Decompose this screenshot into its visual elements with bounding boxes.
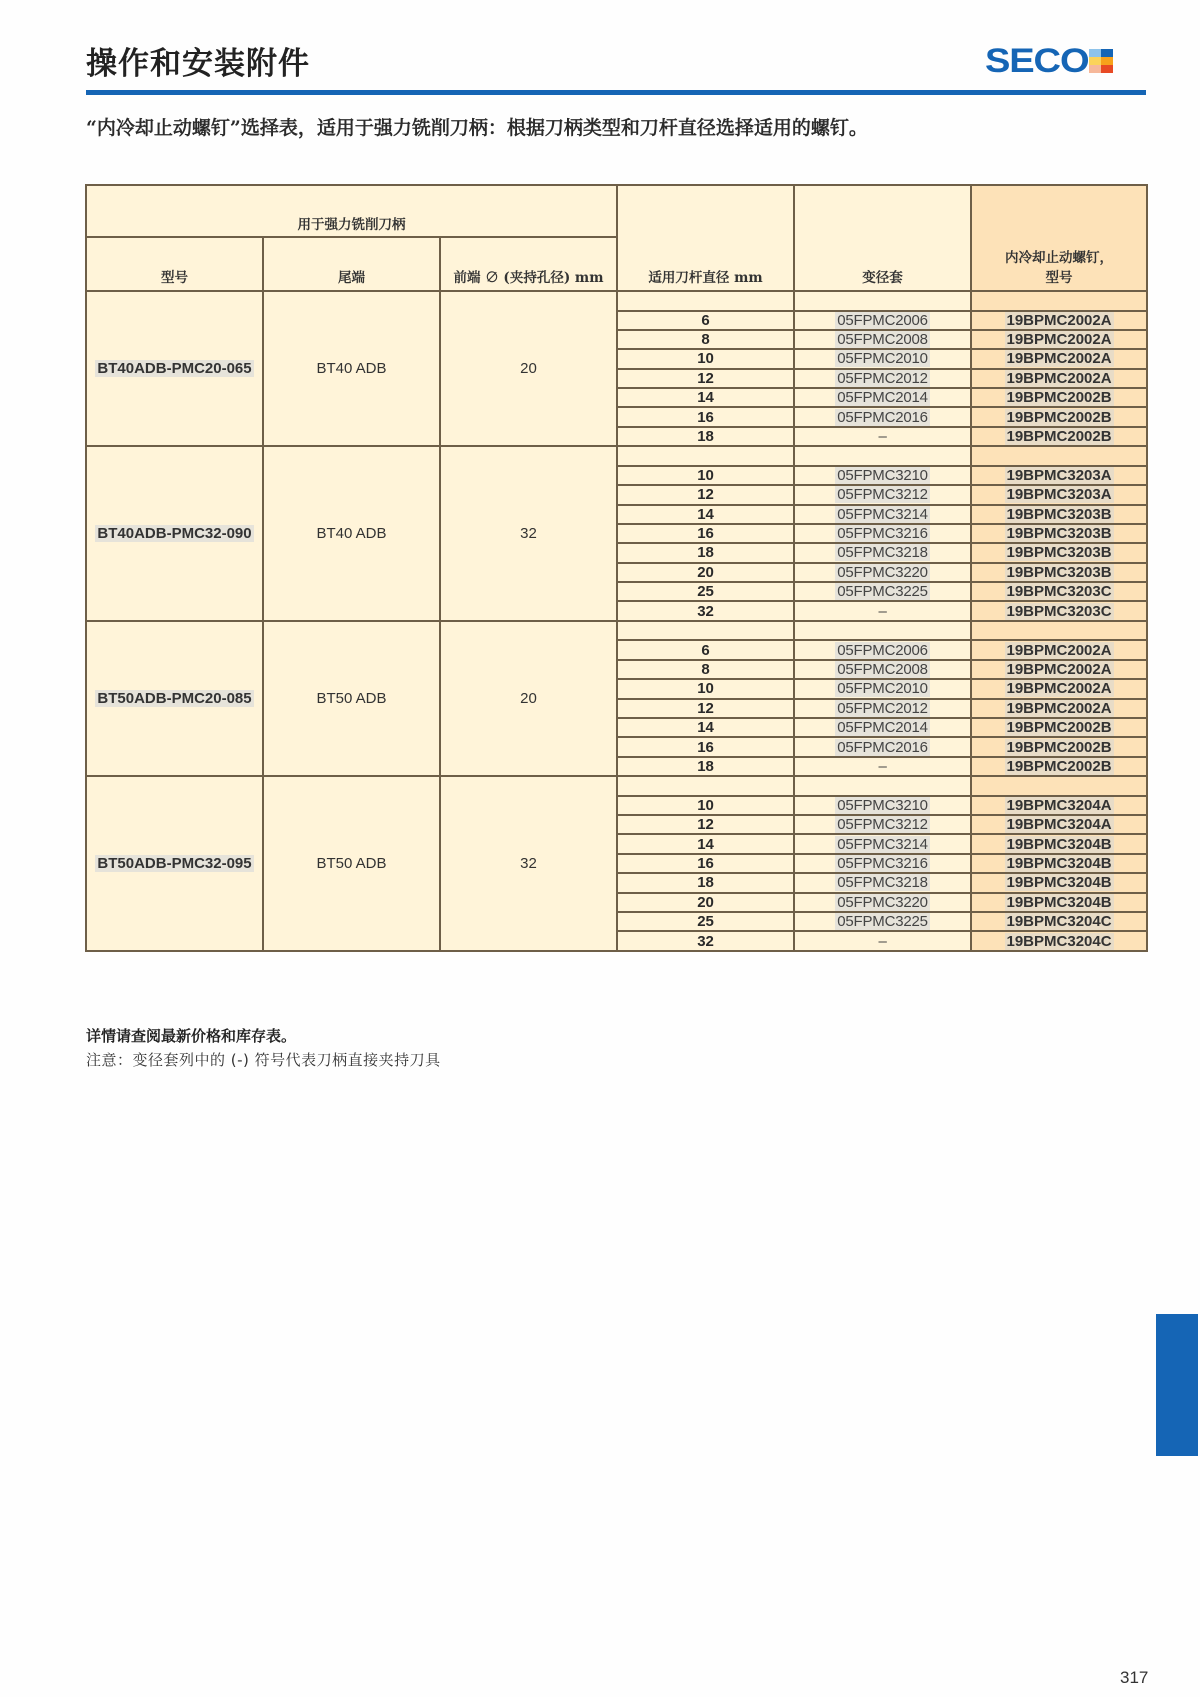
adapter-code: 05FPMC3210 [837, 796, 928, 814]
screw-code: 19BPMC2002A [1006, 680, 1112, 698]
adapter-sleeve [794, 834, 971, 853]
shank-diameter: 12 [617, 369, 794, 388]
coolant-stop-screw [971, 466, 1147, 485]
adapter-code: 05FPMC3214 [837, 835, 928, 853]
adapter-sleeve [794, 660, 971, 679]
coolant-stop-screw [971, 505, 1147, 524]
shank-diameter: 32 [617, 931, 794, 950]
coolant-stop-screw [971, 640, 1147, 659]
table-body [86, 291, 1147, 951]
adapter-code: 05FPMC3212 [837, 486, 928, 504]
holder-model-code: BT40ADB-PMC32-090 [97, 525, 252, 543]
coolant-stop-screw [971, 757, 1147, 776]
shank-diameter: 12 [617, 485, 794, 504]
spacer-cell [794, 446, 971, 466]
spacer-cell [617, 291, 794, 311]
screw-code: 19BPMC3203C [1006, 583, 1112, 601]
coolant-stop-screw [971, 893, 1147, 912]
adapter-sleeve [794, 873, 971, 892]
adapter-code: 05FPMC3220 [837, 893, 928, 911]
holder-front-dia: 32 [440, 446, 617, 621]
shank-diameter: 16 [617, 737, 794, 756]
coolant-stop-screw [971, 369, 1147, 388]
adapter-code: 05FPMC2012 [837, 369, 928, 387]
coolant-stop-screw [971, 873, 1147, 892]
adapter-sleeve [794, 563, 971, 582]
adapter-code: 05FPMC3214 [837, 505, 928, 523]
shank-diameter: 14 [617, 718, 794, 737]
adapter-sleeve [794, 640, 971, 659]
coolant-stop-screw [971, 601, 1147, 620]
seco-logo [985, 41, 1113, 80]
holder-model [86, 776, 263, 951]
adapter-code: 05FPMC3225 [837, 913, 928, 931]
shank-diameter: 25 [617, 582, 794, 601]
adapter-sleeve [794, 893, 971, 912]
group-header-holders: 用于强力铣削刀柄 [86, 185, 617, 237]
adapter-code: 05FPMC3216 [837, 525, 928, 543]
shank-diameter: 6 [617, 640, 794, 659]
adapter-code: 05FPMC2006 [837, 641, 928, 659]
screw-code: 19BPMC3204C [1006, 932, 1112, 950]
spacer-cell [971, 776, 1147, 796]
coolant-stop-screw [971, 582, 1147, 601]
spacer-cell [617, 621, 794, 641]
adapter-sleeve [794, 796, 971, 815]
coolant-stop-screw [971, 563, 1147, 582]
screw-code: 19BPMC2002A [1006, 331, 1112, 349]
screw-code: 19BPMC3203A [1006, 486, 1112, 504]
col-header-shank-dia: 适用刀杆直径 mm [617, 185, 794, 291]
col-header-model: 型号 [86, 237, 263, 291]
section-side-tab [1156, 1314, 1198, 1456]
holder-model-code: BT40ADB-PMC20-065 [97, 360, 252, 378]
coolant-stop-screw [971, 524, 1147, 543]
shank-diameter: 12 [617, 699, 794, 718]
shank-diameter: 8 [617, 660, 794, 679]
adapter-sleeve [794, 679, 971, 698]
shank-diameter: 16 [617, 524, 794, 543]
shank-diameter: 18 [617, 757, 794, 776]
shank-diameter: 16 [617, 407, 794, 426]
adapter-sleeve [794, 543, 971, 562]
adapter-code: 05FPMC3218 [837, 544, 928, 562]
adapter-sleeve [794, 737, 971, 756]
coolant-stop-screw [971, 931, 1147, 950]
shank-diameter: 6 [617, 311, 794, 330]
screw-code: 19BPMC3204C [1006, 913, 1112, 931]
adapter-sleeve [794, 699, 971, 718]
adapter-code: – [878, 602, 887, 620]
adapter-sleeve [794, 466, 971, 485]
screw-code: 19BPMC2002B [1006, 738, 1112, 756]
holder-front-dia: 20 [440, 291, 617, 446]
adapter-sleeve [794, 815, 971, 834]
screw-code: 19BPMC3204B [1006, 835, 1112, 853]
adapter-code: 05FPMC2014 [837, 389, 928, 407]
adapter-code: 05FPMC3216 [837, 854, 928, 872]
screw-code: 19BPMC2002A [1006, 311, 1112, 329]
coolant-stop-screw [971, 543, 1147, 562]
coolant-stop-screw [971, 660, 1147, 679]
adapter-code: 05FPMC2016 [837, 738, 928, 756]
spacer-cell [794, 776, 971, 796]
adapter-code: 05FPMC2012 [837, 699, 928, 717]
coolant-stop-screw [971, 330, 1147, 349]
holder-tail: BT50 ADB [263, 776, 440, 951]
col-header-front: 前端 ∅ (夹持孔径) mm [440, 237, 617, 291]
table-caption: “内冷却止动螺钉”选择表，适用于强力铣削刀柄：根据刀柄类型和刀杆直径选择适用的螺钉。 [86, 117, 868, 139]
adapter-sleeve [794, 311, 971, 330]
adapter-sleeve [794, 931, 971, 950]
shank-diameter: 10 [617, 679, 794, 698]
adapter-code: 05FPMC3212 [837, 816, 928, 834]
coolant-stop-screw [971, 912, 1147, 931]
holder-model [86, 291, 263, 446]
adapter-sleeve [794, 601, 971, 620]
adapter-sleeve [794, 718, 971, 737]
holder-front-dia: 20 [440, 621, 617, 776]
adapter-sleeve [794, 388, 971, 407]
spacer-cell [794, 621, 971, 641]
screw-code: 19BPMC3204B [1006, 854, 1112, 872]
adapter-sleeve [794, 524, 971, 543]
shank-diameter: 18 [617, 873, 794, 892]
col-header-screw-line2: 型号 [1045, 270, 1073, 286]
adapter-sleeve [794, 407, 971, 426]
shank-diameter: 20 [617, 563, 794, 582]
screw-code: 19BPMC3204B [1006, 893, 1112, 911]
adapter-sleeve [794, 427, 971, 446]
spacer-cell [971, 621, 1147, 641]
coolant-stop-screw [971, 427, 1147, 446]
screw-code: 19BPMC2002B [1006, 389, 1112, 407]
screw-code: 19BPMC2002B [1006, 719, 1112, 737]
shank-diameter: 8 [617, 330, 794, 349]
shank-diameter: 18 [617, 427, 794, 446]
col-header-screw-line1: 内冷却止动螺钉， [1005, 250, 1114, 266]
spacer-cell [971, 446, 1147, 466]
screw-code: 19BPMC2002A [1006, 641, 1112, 659]
adapter-sleeve [794, 349, 971, 368]
coolant-stop-screw [971, 679, 1147, 698]
adapter-code: 05FPMC2014 [837, 719, 928, 737]
header-rule [86, 90, 1146, 95]
spacer-cell [617, 776, 794, 796]
coolant-stop-screw [971, 388, 1147, 407]
screw-code: 19BPMC3203C [1006, 602, 1112, 620]
adapter-code: 05FPMC2016 [837, 408, 928, 426]
coolant-stop-screw [971, 737, 1147, 756]
adapter-code: 05FPMC3225 [837, 583, 928, 601]
adapter-sleeve [794, 505, 971, 524]
screw-code: 19BPMC3203A [1006, 466, 1112, 484]
adapter-sleeve [794, 485, 971, 504]
coolant-stop-screw [971, 485, 1147, 504]
logo-text: SECO [985, 41, 1089, 80]
note-price-stock: 详情请查阅最新价格和库存表。 [86, 1027, 297, 1045]
adapter-sleeve [794, 757, 971, 776]
coolant-stop-screw [971, 834, 1147, 853]
screw-code: 19BPMC3204A [1006, 816, 1112, 834]
adapter-sleeve [794, 330, 971, 349]
coolant-stop-screw [971, 311, 1147, 330]
col-header-tail: 尾端 [263, 237, 440, 291]
screw-code: 19BPMC3203B [1006, 544, 1112, 562]
screw-code: 19BPMC3203B [1006, 563, 1112, 581]
coolant-stop-screw [971, 407, 1147, 426]
shank-diameter: 16 [617, 854, 794, 873]
note-dash-meaning: 注意：变径套列中的 (-) 符号代表刀柄直接夹持刀具 [86, 1051, 441, 1069]
adapter-code: 05FPMC2010 [837, 350, 928, 368]
adapter-code: – [878, 932, 887, 950]
coolant-stop-screw [971, 718, 1147, 737]
shank-diameter: 10 [617, 796, 794, 815]
shank-diameter: 20 [617, 893, 794, 912]
screw-code: 19BPMC2002B [1006, 408, 1112, 426]
screw-code: 19BPMC2002A [1006, 699, 1112, 717]
group-spacer-row [86, 621, 1147, 641]
adapter-code: 05FPMC2010 [837, 680, 928, 698]
coolant-stop-screw [971, 699, 1147, 718]
coolant-stop-screw [971, 854, 1147, 873]
screw-code: 19BPMC3204A [1006, 796, 1112, 814]
holder-model-code: BT50ADB-PMC32-095 [97, 854, 252, 872]
page-number: 317 [1120, 1668, 1149, 1687]
holder-tail: BT40 ADB [263, 446, 440, 621]
group-spacer-row [86, 776, 1147, 796]
shank-diameter: 25 [617, 912, 794, 931]
shank-diameter: 18 [617, 543, 794, 562]
holder-tail: BT50 ADB [263, 621, 440, 776]
adapter-code: 05FPMC3210 [837, 466, 928, 484]
screw-code: 19BPMC2002A [1006, 660, 1112, 678]
adapter-code: – [878, 428, 887, 446]
shank-diameter: 14 [617, 505, 794, 524]
holder-model [86, 446, 263, 621]
adapter-sleeve [794, 582, 971, 601]
screw-code: 19BPMC2002A [1006, 350, 1112, 368]
holder-model-code: BT50ADB-PMC20-085 [97, 689, 252, 707]
group-spacer-row [86, 291, 1147, 311]
col-header-adapter: 变径套 [794, 185, 971, 291]
coolant-stop-screw [971, 349, 1147, 368]
holder-tail: BT40 ADB [263, 291, 440, 446]
spacer-cell [617, 446, 794, 466]
screw-selection-table [85, 184, 1148, 952]
col-header-screw [971, 185, 1147, 291]
adapter-code: 05FPMC3220 [837, 563, 928, 581]
screw-code: 19BPMC3204B [1006, 874, 1112, 892]
shank-diameter: 10 [617, 466, 794, 485]
adapter-sleeve [794, 912, 971, 931]
holder-front-dia: 32 [440, 776, 617, 951]
spacer-cell [794, 291, 971, 311]
shank-diameter: 10 [617, 349, 794, 368]
screw-code: 19BPMC2002B [1006, 757, 1112, 775]
adapter-code: 05FPMC3218 [837, 874, 928, 892]
coolant-stop-screw [971, 815, 1147, 834]
shank-diameter: 14 [617, 388, 794, 407]
adapter-code: 05FPMC2006 [837, 311, 928, 329]
adapter-sleeve [794, 369, 971, 388]
adapter-sleeve [794, 854, 971, 873]
shank-diameter: 14 [617, 834, 794, 853]
adapter-code: 05FPMC2008 [837, 331, 928, 349]
holder-model [86, 621, 263, 776]
page-title: 操作和安装附件 [86, 46, 310, 82]
adapter-code: – [878, 757, 887, 775]
shank-diameter: 12 [617, 815, 794, 834]
coolant-stop-screw [971, 796, 1147, 815]
shank-diameter: 32 [617, 601, 794, 620]
logo-color-blocks-icon [1089, 49, 1113, 73]
screw-code: 19BPMC2002B [1006, 428, 1112, 446]
group-spacer-row [86, 446, 1147, 466]
spacer-cell [971, 291, 1147, 311]
adapter-code: 05FPMC2008 [837, 660, 928, 678]
screw-code: 19BPMC3203B [1006, 505, 1112, 523]
screw-code: 19BPMC3203B [1006, 525, 1112, 543]
screw-code: 19BPMC2002A [1006, 369, 1112, 387]
